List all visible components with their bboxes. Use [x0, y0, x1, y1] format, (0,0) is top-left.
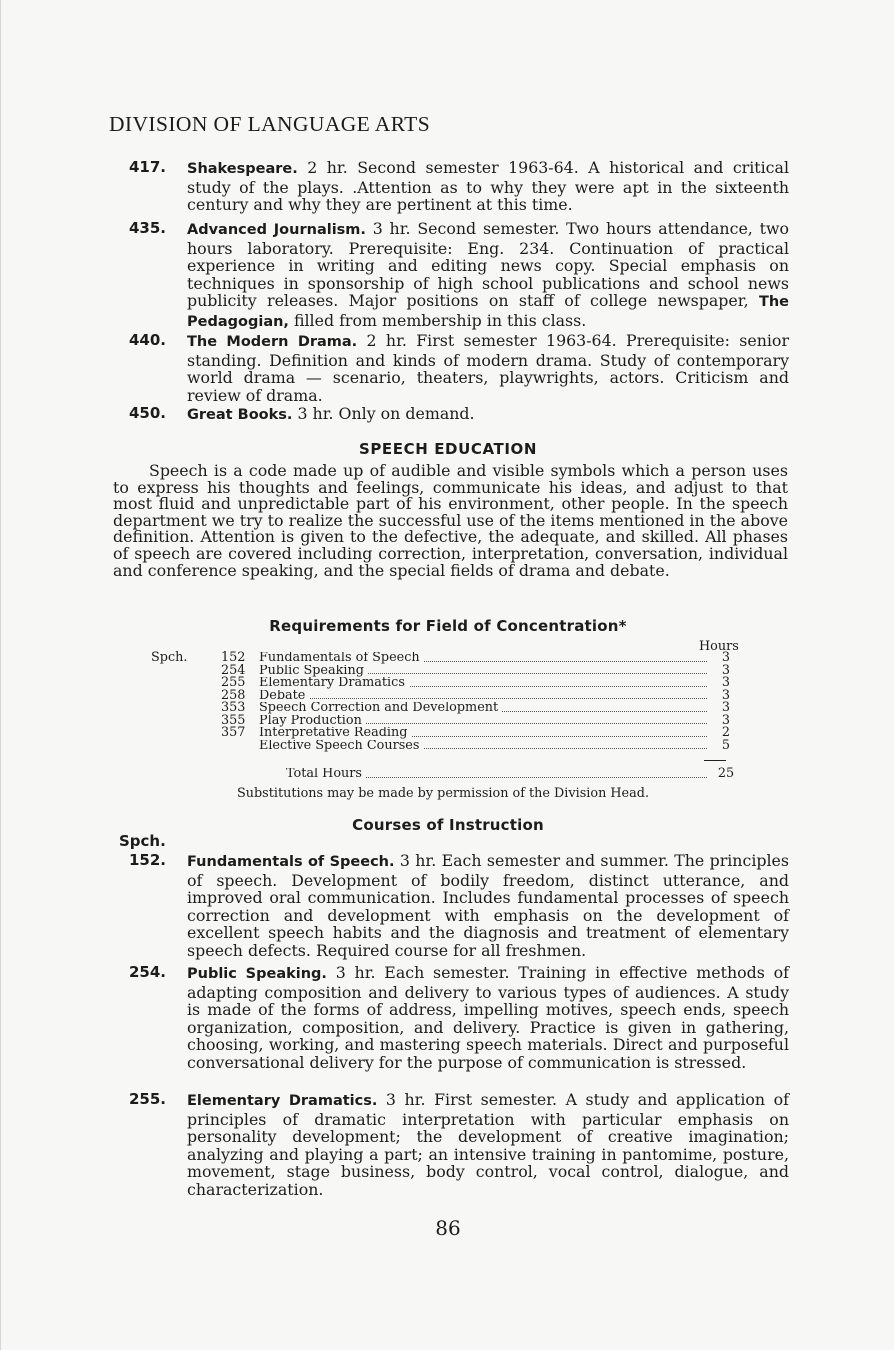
- course-description: 2 hr. Second semester 1963-64. A historical and critical study of the plays. .Attention as to why they were apt in the sixteenth century and why they are pertinent at this time.: [187, 158, 789, 215]
- course-description: 3 hr. Only on demand.: [292, 404, 475, 423]
- row-course-name: Play Production: [259, 715, 366, 728]
- row-course-number: 254: [221, 662, 246, 678]
- course-440: [129, 332, 789, 404]
- row-course-number: 355: [221, 712, 246, 728]
- publication-name: The Pedagogian,: [187, 294, 789, 330]
- row-hours: 3: [721, 662, 731, 678]
- row-course-number: 152: [221, 650, 246, 665]
- row-dept: Spch.: [151, 650, 188, 665]
- requirements-heading: Requirements for Field of Concentration*: [269, 617, 627, 635]
- speech-intro-paragraph: Speech is a code made up of audible and visible symbols which a person uses to express his thoughts and feelings, communicate his ideas, and adjust to that most fluid and unpredictable part of his environment, other people. In the speech department we try to realize the successful use of the items mentioned in the above definition. Attention is given to the defective, the adequate, and skilled. All phases of speech are covered including correction, interpretation, conversation, individual and conference speaking, and the special fields of drama and debate.: [113, 461, 788, 580]
- row-course-name: Elementary Dramatics: [259, 677, 409, 690]
- course-435: [129, 220, 789, 332]
- course-title: Shakespeare.: [187, 161, 298, 177]
- course-description: 2 hr. First semester 1963-64. Prerequisite: senior standing. Definition and kinds of modern drama. Study of contemporary world drama — scenario, theaters, playwrights, actors. Criticism and review of drama.: [187, 331, 789, 405]
- course-title: Great Books.: [187, 407, 293, 423]
- course-number: 417.: [129, 158, 167, 176]
- division-heading: DIVISION OF LANGUAGE ARTS: [109, 112, 431, 136]
- course-number: 254.: [129, 963, 167, 981]
- course-255: [129, 1091, 789, 1199]
- course-title: Advanced Journalism.: [187, 222, 366, 238]
- courses-of-instruction-heading: Courses of Instruction: [352, 816, 544, 834]
- total-hours: 25: [717, 766, 735, 781]
- course-number: 450.: [129, 404, 167, 422]
- row-hours: 5: [721, 737, 731, 753]
- course-254: [129, 964, 789, 1072]
- row-course-name: Interpretative Reading: [259, 727, 411, 740]
- course-title: Elementary Dramatics.: [187, 1093, 378, 1109]
- row-course-number: 353: [221, 700, 246, 715]
- row-course-name: Debate: [259, 690, 309, 703]
- course-number: 255.: [129, 1090, 167, 1108]
- course-152: [129, 852, 789, 960]
- speech-education-heading: SPEECH EDUCATION: [358, 440, 538, 458]
- course-description: 3 hr. Each semester. Training in effective methods of adapting composition and delivery to various types of audiences. A study is made of the forms of address, impelling motives, speech ends, speech organization, composition, and delivery. Practice is given in gathering, choosing, working, and mastering speech materials. Direct and purposeful conversational delivery for the purpose of communication is stressed.: [187, 963, 789, 1072]
- row-course-name: Fundamentals of Speech: [259, 652, 424, 665]
- course-description: 3 hr. Second semester. Two hours attendance, two hours laboratory. Prerequisite: Eng. 234. Continuation of practical experience in writing and editing news copy. Special emphasis on techniques in sponsorship of high school publications and school news publicity releases. Major positions on staff of college newspaper,: [187, 219, 789, 311]
- row-hours: 3: [721, 650, 731, 665]
- course-description: 3 hr. First semester. A study and application of principles of dramatic interpretation with particular emphasis on personality development; the development of creative imagination; analyzing and playing a part; an intensive training in pantomime, posture, movement, stage business, body control, vocal control, dialogue, and characterization.: [187, 1090, 789, 1199]
- course-number: 152.: [129, 851, 167, 869]
- row-course-name: Speech Correction and Development: [259, 702, 502, 715]
- course-number: 440.: [129, 331, 167, 349]
- table-row: [151, 768, 751, 781]
- substitution-footnote: Substitutions may be made by permission of the Division Head.: [236, 786, 650, 801]
- hours-column-header: Hours: [699, 639, 739, 654]
- row-course-name: Public Speaking: [259, 665, 368, 678]
- course-title: Public Speaking.: [187, 966, 327, 982]
- row-hours: 3: [721, 712, 731, 728]
- department-label: Spch.: [119, 832, 166, 850]
- table-row: [151, 727, 751, 740]
- course-description-cont: filled from membership in this class.: [288, 310, 587, 330]
- course-description: 3 hr. Each semester and summer. The principles of speech. Development of bodily freedom, distinct utterance, and improved oral communication. Includes fundamental processes of speech correction and development with emphasis on the development of excellent speech habits and the diagnosis and treatment of elementary speech defects. Required course for all freshmen.: [187, 851, 789, 960]
- course-number: 435.: [129, 219, 167, 237]
- course-450: [129, 405, 789, 425]
- course-title: The Modern Drama.: [187, 334, 358, 350]
- total-label: Total Hours: [286, 768, 366, 781]
- row-course-number: 255: [221, 675, 246, 690]
- row-course-number: 357: [221, 725, 246, 740]
- row-course-number: 258: [221, 687, 246, 703]
- row-course-name: Elective Speech Courses: [259, 740, 423, 753]
- total-rule: [704, 760, 726, 761]
- row-hours: 2: [721, 725, 731, 740]
- page-number: 86: [435, 1216, 461, 1240]
- requirements-table: [151, 652, 751, 752]
- row-hours: 3: [721, 687, 731, 703]
- row-hours: 3: [721, 700, 731, 715]
- course-title: Fundamentals of Speech.: [187, 854, 395, 870]
- row-hours: 3: [721, 675, 731, 690]
- total-row: [151, 768, 751, 781]
- course-417: [129, 159, 789, 214]
- table-row: [151, 737, 751, 753]
